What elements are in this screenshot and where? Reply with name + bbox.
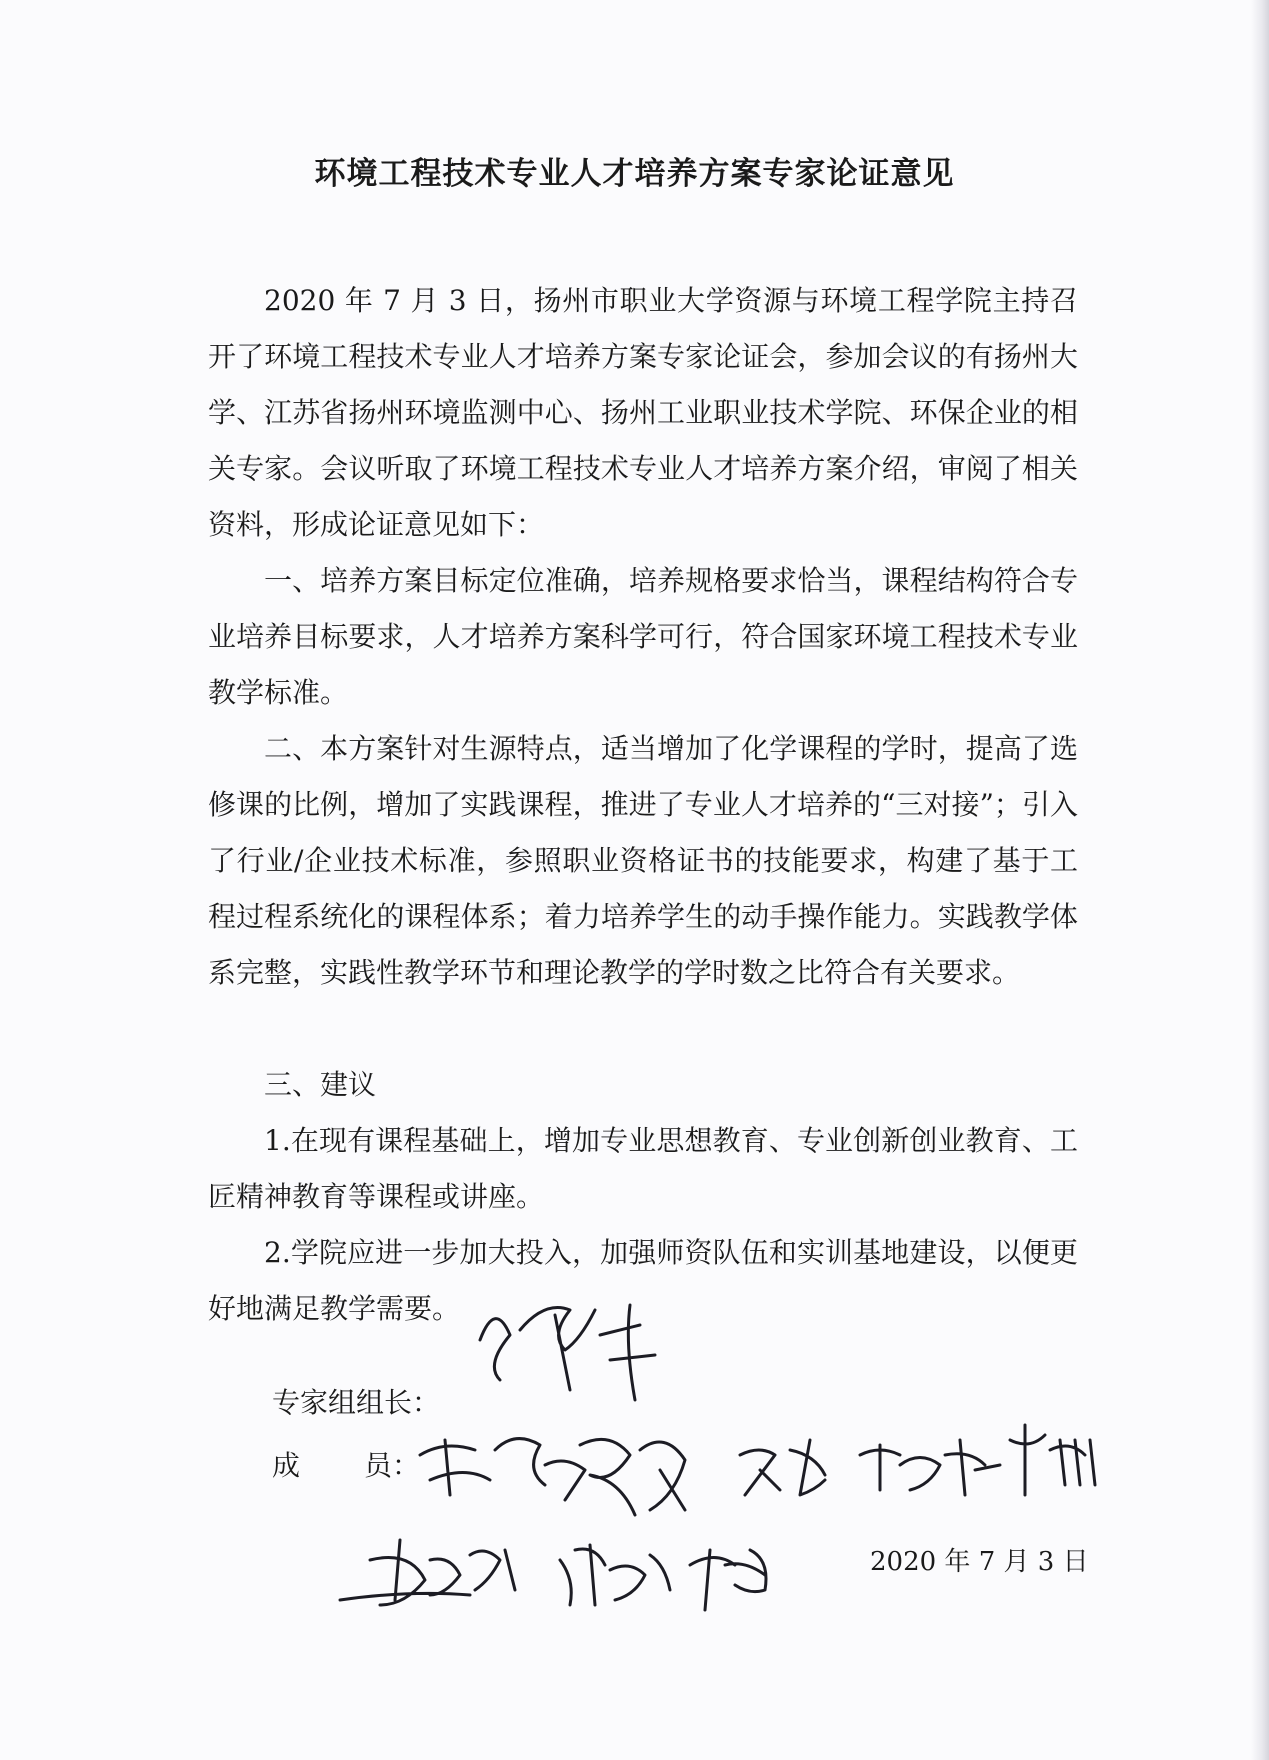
signature-member-2 [580,1439,685,1515]
signature-member-6 [340,1540,515,1605]
document-date: 2020 年 7 月 3 日 [870,1547,1089,1577]
signature-member-4 [860,1440,1000,1495]
paragraph-suggestion-2 [208,1225,1078,1337]
paragraph-text: 2020 年 7 月 3 日，扬州市职业大学资源与环境工程学院主持召开了环境工程技术专业人才培养方案专家论证会，参加会议的有扬州大学、江苏省扬州环境监测中心、扬州工业职业技术学院、环保企业的相关专家。会议听取了环境工程技术专业人才培养方案介绍，审阅了相关资料，形成论证意见如下： [208,284,1078,541]
paragraph-text: 二、本方案针对生源特点，适当增加了化学课程的学时，提高了选修课的比例，增加了实践课程，推进了专业人才培养的“三对接”；引入了行业/企业技术标准，参照职业资格证书的技能要求，构建了基于工程过程系统化的课程体系；着力培养学生的动手操作能力。实践教学体系完整，实践性教学环节和理论教学的学时数之比符合有关要求。 [208,732,1078,989]
members-label [272,1444,420,1484]
paragraph-text: 1.在现有课程基础上，增加专业思想教育、专业创新创业教育、工匠精神教育等课程或讲座。 [208,1124,1078,1213]
signature-member-8 [690,1550,766,1610]
paragraph-opinion-2 [208,721,1078,1001]
leader-label: 专家组组长： [272,1386,441,1419]
paragraph-text: 一、培养方案目标定位准确，培养规格要求恰当，课程结构符合专业培养目标要求，人才培养方案科学可行，符合国家环境工程技术专业教学标准。 [208,564,1078,709]
signature-member-7 [560,1545,670,1605]
members-label-part-2: 员： [364,1449,421,1482]
paragraph-text: 三、建议 [264,1068,377,1101]
signature-member-5 [1010,1425,1095,1495]
signature-member-3 [740,1440,825,1495]
paragraph-opinion-1 [208,553,1078,721]
paper-edge [1251,0,1269,1760]
signature-member-1 [420,1439,585,1500]
paragraph-intro [208,273,1078,553]
document-title: 环境工程技术专业人才培养方案专家论证意见 [314,156,955,192]
paragraph-text: 2.学院应进一步加大投入，加强师资队伍和实训基地建设，以便更好地满足教学需要。 [208,1236,1078,1325]
paragraph-suggestion-1 [208,1113,1078,1225]
members-label-part-1: 成 [272,1449,301,1482]
paragraph-suggestions-heading [208,1057,1078,1113]
